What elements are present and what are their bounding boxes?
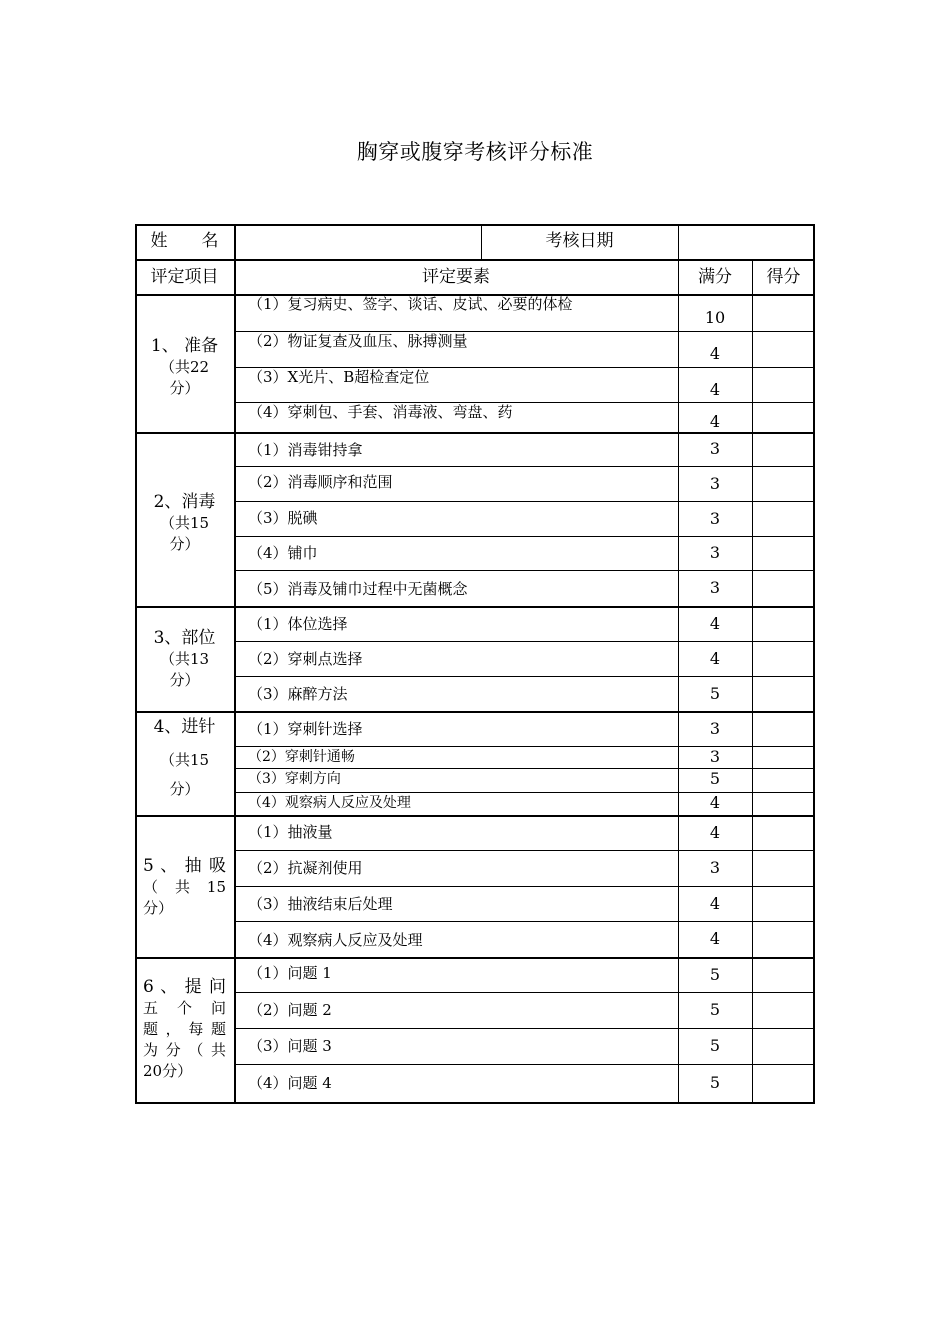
full-score-value: 3 (709, 747, 721, 766)
group-divider (135, 606, 815, 608)
score-entry-cell[interactable] (753, 403, 813, 431)
criterion-text: （1）消毒钳持拿 (248, 441, 363, 459)
score-entry-cell[interactable] (753, 747, 813, 767)
category-label-line: 分） (143, 899, 174, 917)
criterion-text: （2）穿刺针通畅 (248, 749, 355, 765)
score-entry-cell[interactable] (753, 1029, 813, 1063)
score-entry-cell[interactable] (753, 607, 813, 640)
criterion-text: （3）脱碘 (248, 509, 318, 527)
category-label-line: 分） (169, 780, 200, 798)
full-score-value: 4 (709, 344, 721, 363)
score-entry-cell[interactable] (753, 537, 813, 569)
criterion-text: （3）X光片、B超检查定位 (248, 368, 430, 386)
page-title: 胸穿或腹穿考核评分标准 (356, 140, 594, 164)
criterion-text: （2）穿刺点选择 (248, 650, 363, 668)
group-divider (135, 432, 815, 434)
criterion-text: （2）问题 2 (248, 1001, 332, 1019)
category-label (143, 492, 226, 555)
score-entry-cell[interactable] (753, 433, 813, 465)
row-divider (234, 921, 815, 922)
full-score-value: 3 (709, 858, 721, 877)
score-entry-cell[interactable] (753, 368, 813, 401)
category-label-line: （共15 (159, 514, 210, 532)
row-divider (234, 570, 815, 571)
row-divider (234, 1028, 815, 1029)
full-score-value: 4 (709, 649, 721, 668)
criterion-text: （1）穿刺针选择 (248, 720, 363, 738)
full-score-value: 4 (709, 929, 721, 948)
full-score-value: 4 (709, 793, 721, 812)
criterion-text: （4）观察病人反应及处理 (248, 795, 411, 811)
score-entry-cell[interactable] (753, 993, 813, 1027)
date-field-divider (678, 224, 679, 259)
criterion-text: （3）抽液结束后处理 (248, 895, 393, 913)
criterion-text: （2）物证复查及血压、脉搏测量 (248, 332, 468, 350)
category-label-line: 分） (169, 535, 200, 553)
category-label-line: （共15 (159, 751, 210, 769)
score-entry-cell[interactable] (753, 1065, 813, 1100)
column-header-full-score: 满分 (698, 267, 732, 287)
row-divider (234, 850, 815, 851)
criterion-text: （4）铺巾 (248, 544, 318, 562)
column-header-category: 评定项目 (150, 267, 219, 287)
exam-date-field[interactable] (678, 226, 813, 259)
category-label (143, 717, 226, 800)
score-entry-cell[interactable] (753, 332, 813, 366)
full-score-value: 3 (709, 719, 721, 738)
criterion-text: （2）消毒顺序和范围 (248, 473, 393, 491)
full-score-value: 5 (709, 1036, 721, 1055)
row-divider (234, 676, 815, 677)
row-divider (234, 501, 815, 502)
score-entry-cell[interactable] (753, 793, 813, 814)
category-label-line: 20分） (143, 1062, 193, 1080)
criterion-text: （4）问题 4 (248, 1074, 332, 1092)
category-label-line: 5 、 抽 吸 (143, 856, 226, 876)
row-divider (234, 886, 815, 887)
score-entry-cell[interactable] (753, 922, 813, 956)
header-divider (135, 259, 815, 261)
row-divider (234, 746, 815, 747)
category-label (143, 336, 226, 399)
criterion-text: （2）抗凝剂使用 (248, 859, 363, 877)
full-score-value: 4 (709, 823, 721, 842)
name-label: 姓 名 (150, 231, 219, 251)
row-divider (234, 992, 815, 993)
category-label-line: 2、消毒 (153, 492, 216, 512)
row-divider (234, 641, 815, 642)
full-score-value: 3 (709, 439, 721, 458)
score-entry-cell[interactable] (753, 851, 813, 885)
category-label (143, 856, 226, 919)
full-score-value: 4 (709, 614, 721, 633)
column-header-score: 得分 (766, 267, 801, 287)
scoring-table (135, 224, 815, 1104)
criterion-text: （1）体位选择 (248, 615, 348, 633)
category-label-line: 为分（共 (143, 1041, 226, 1059)
score-entry-cell[interactable] (753, 502, 813, 535)
criterion-text: （4）观察病人反应及处理 (248, 931, 423, 949)
score-entry-cell[interactable] (753, 295, 813, 330)
group-divider (135, 957, 815, 959)
criterion-text: （1）抽液量 (248, 823, 333, 841)
criterion-text: （5）消毒及铺巾过程中无菌概念 (248, 580, 468, 598)
full-score-value: 3 (709, 578, 721, 597)
score-entry-cell[interactable] (753, 769, 813, 791)
score-entry-cell[interactable] (753, 642, 813, 675)
criterion-text: （1）问题 1 (248, 964, 332, 982)
category-label (143, 628, 226, 691)
category-label-line: 分） (169, 671, 200, 689)
full-score-value: 3 (709, 543, 721, 562)
row-divider (234, 1064, 815, 1065)
criterion-text: （3）麻醉方法 (248, 685, 348, 703)
full-score-value: 4 (709, 412, 721, 431)
full-score-value: 4 (709, 894, 721, 913)
score-entry-cell[interactable] (753, 571, 813, 605)
category-label-line: 6 、 提 问 (143, 977, 226, 997)
full-score-value: 5 (709, 965, 721, 984)
criterion-text: （1）复习病史、签字、谈话、皮试、必要的体检 (248, 295, 573, 313)
criterion-text: （3）穿刺方向 (248, 771, 341, 787)
name-date-divider (481, 224, 482, 259)
criterion-text: （4）穿刺包、手套、消毒液、弯盘、药 (248, 403, 513, 421)
row-divider (234, 768, 815, 769)
score-entry-cell[interactable] (753, 816, 813, 849)
category-label-line: 1、 准备 (150, 336, 219, 356)
category-label-line: （ 共 15 (143, 878, 226, 896)
full-score-value: 5 (709, 1000, 721, 1019)
full-score-value: 5 (709, 1073, 721, 1092)
full-score-value: 5 (709, 769, 721, 788)
score-entry-cell[interactable] (753, 887, 813, 920)
category-label (143, 977, 226, 1082)
criterion-text: （3）问题 3 (248, 1037, 332, 1055)
full-score-value: 3 (709, 474, 721, 493)
category-label-line: 分） (169, 379, 200, 397)
name-field[interactable] (234, 226, 481, 259)
full-score-value: 10 (704, 308, 726, 327)
full-score-value: 5 (709, 684, 721, 703)
row-divider (234, 536, 815, 537)
score-entry-cell[interactable] (753, 712, 813, 745)
group-divider (135, 815, 815, 817)
exam-date-label: 考核日期 (545, 231, 614, 251)
row-divider (234, 792, 815, 793)
category-label-line: （共13 (159, 650, 210, 668)
score-entry-cell[interactable] (753, 677, 813, 710)
category-label-line: （共22 (159, 358, 210, 376)
category-label-line: 五 个 问 (143, 999, 226, 1017)
score-entry-cell[interactable] (753, 958, 813, 991)
column-header-element: 评定要素 (422, 267, 490, 287)
row-divider (234, 466, 815, 467)
category-label-line: 4、进针 (153, 717, 216, 737)
score-entry-cell[interactable] (753, 467, 813, 500)
full-score-value: 4 (709, 380, 721, 399)
group-divider (135, 711, 815, 713)
category-label-line: 3、部位 (153, 628, 216, 648)
full-score-value: 3 (709, 509, 721, 528)
category-label-line: 题，每题 (143, 1020, 226, 1038)
